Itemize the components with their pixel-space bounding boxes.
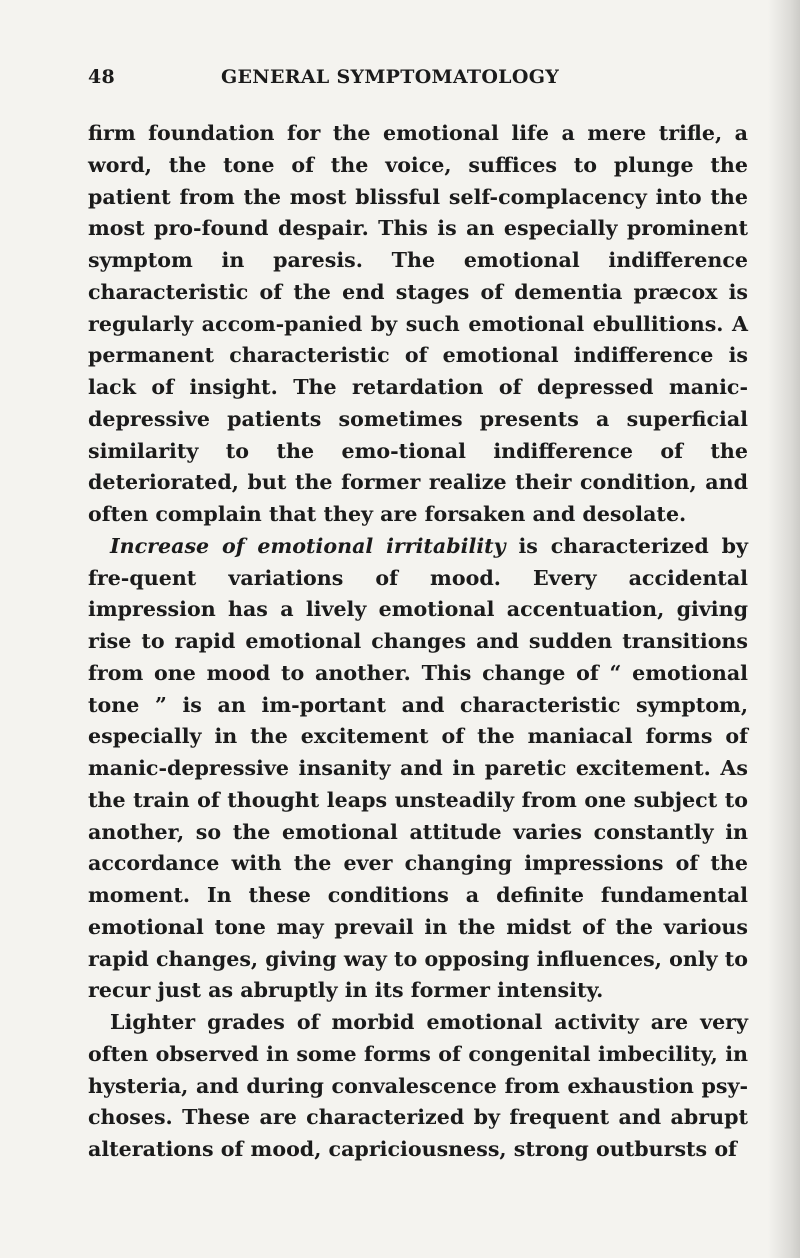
- paragraph-text: firm foundation for the emotional life a mere trifle, a word, the tone of the voice, suffices to plunge the patient from the most blissful self-complacency into the most pro-found despair. This is an especially prominent symptom in paresis. The emotional indifference characteristic of the end stages of dementia præcox is regularly accom-panied by such emotional ebullitions. A permanent characteristic of emotional indifference is lack of insight. The retardation of depressed manic-depressive patients sometimes presents a superficial similarity to the emo-tional indifference of the deteriorated, but the former realize their condition, and often complain that they are forsaken and desolate.: [88, 121, 748, 526]
- paragraph-irritability: [88, 531, 748, 1007]
- book-page: [88, 66, 748, 1166]
- paragraph-lighter-grades: [88, 1007, 748, 1166]
- emphasized-phrase: Increase of emotional irritability: [110, 533, 506, 558]
- page-number: 48: [88, 66, 116, 88]
- running-head: [88, 66, 748, 100]
- body-text: [88, 118, 748, 1166]
- page-edge-shadow: [768, 0, 800, 1258]
- paragraph-text: is characterized by fre-quent variations of mood. Every accidental impression has a lively emotional accentuation, giving rise to rapid emotional changes and sudden transitions from one mood to another. This change of “ emotional tone ” is an im-portant and characteristic symptom, especially in the excitement of the maniacal forms of manic-depressive insanity and in paretic excitement. As the train of thought leaps unsteadily from one subject to another, so the emotional attitude varies constantly in accordance with the ever changing impressions of the moment. In these conditions a definite fundamental emotional tone may prevail in the midst of the various rapid changes, giving way to opposing influences, only to recur just as abruptly in its former intensity.: [88, 533, 748, 1003]
- paragraph-text: Lighter grades of morbid emotional activity are very often observed in some forms of congenital imbecility, in hysteria, and during convalescence from exhaustion psy-choses. These are characterized by frequent and abrupt alterations of mood, capriciousness, strong outbursts of: [88, 1010, 748, 1161]
- paragraph-continued: [88, 118, 748, 531]
- running-head-title: GENERAL SYMPTOMATOLOGY: [221, 66, 560, 88]
